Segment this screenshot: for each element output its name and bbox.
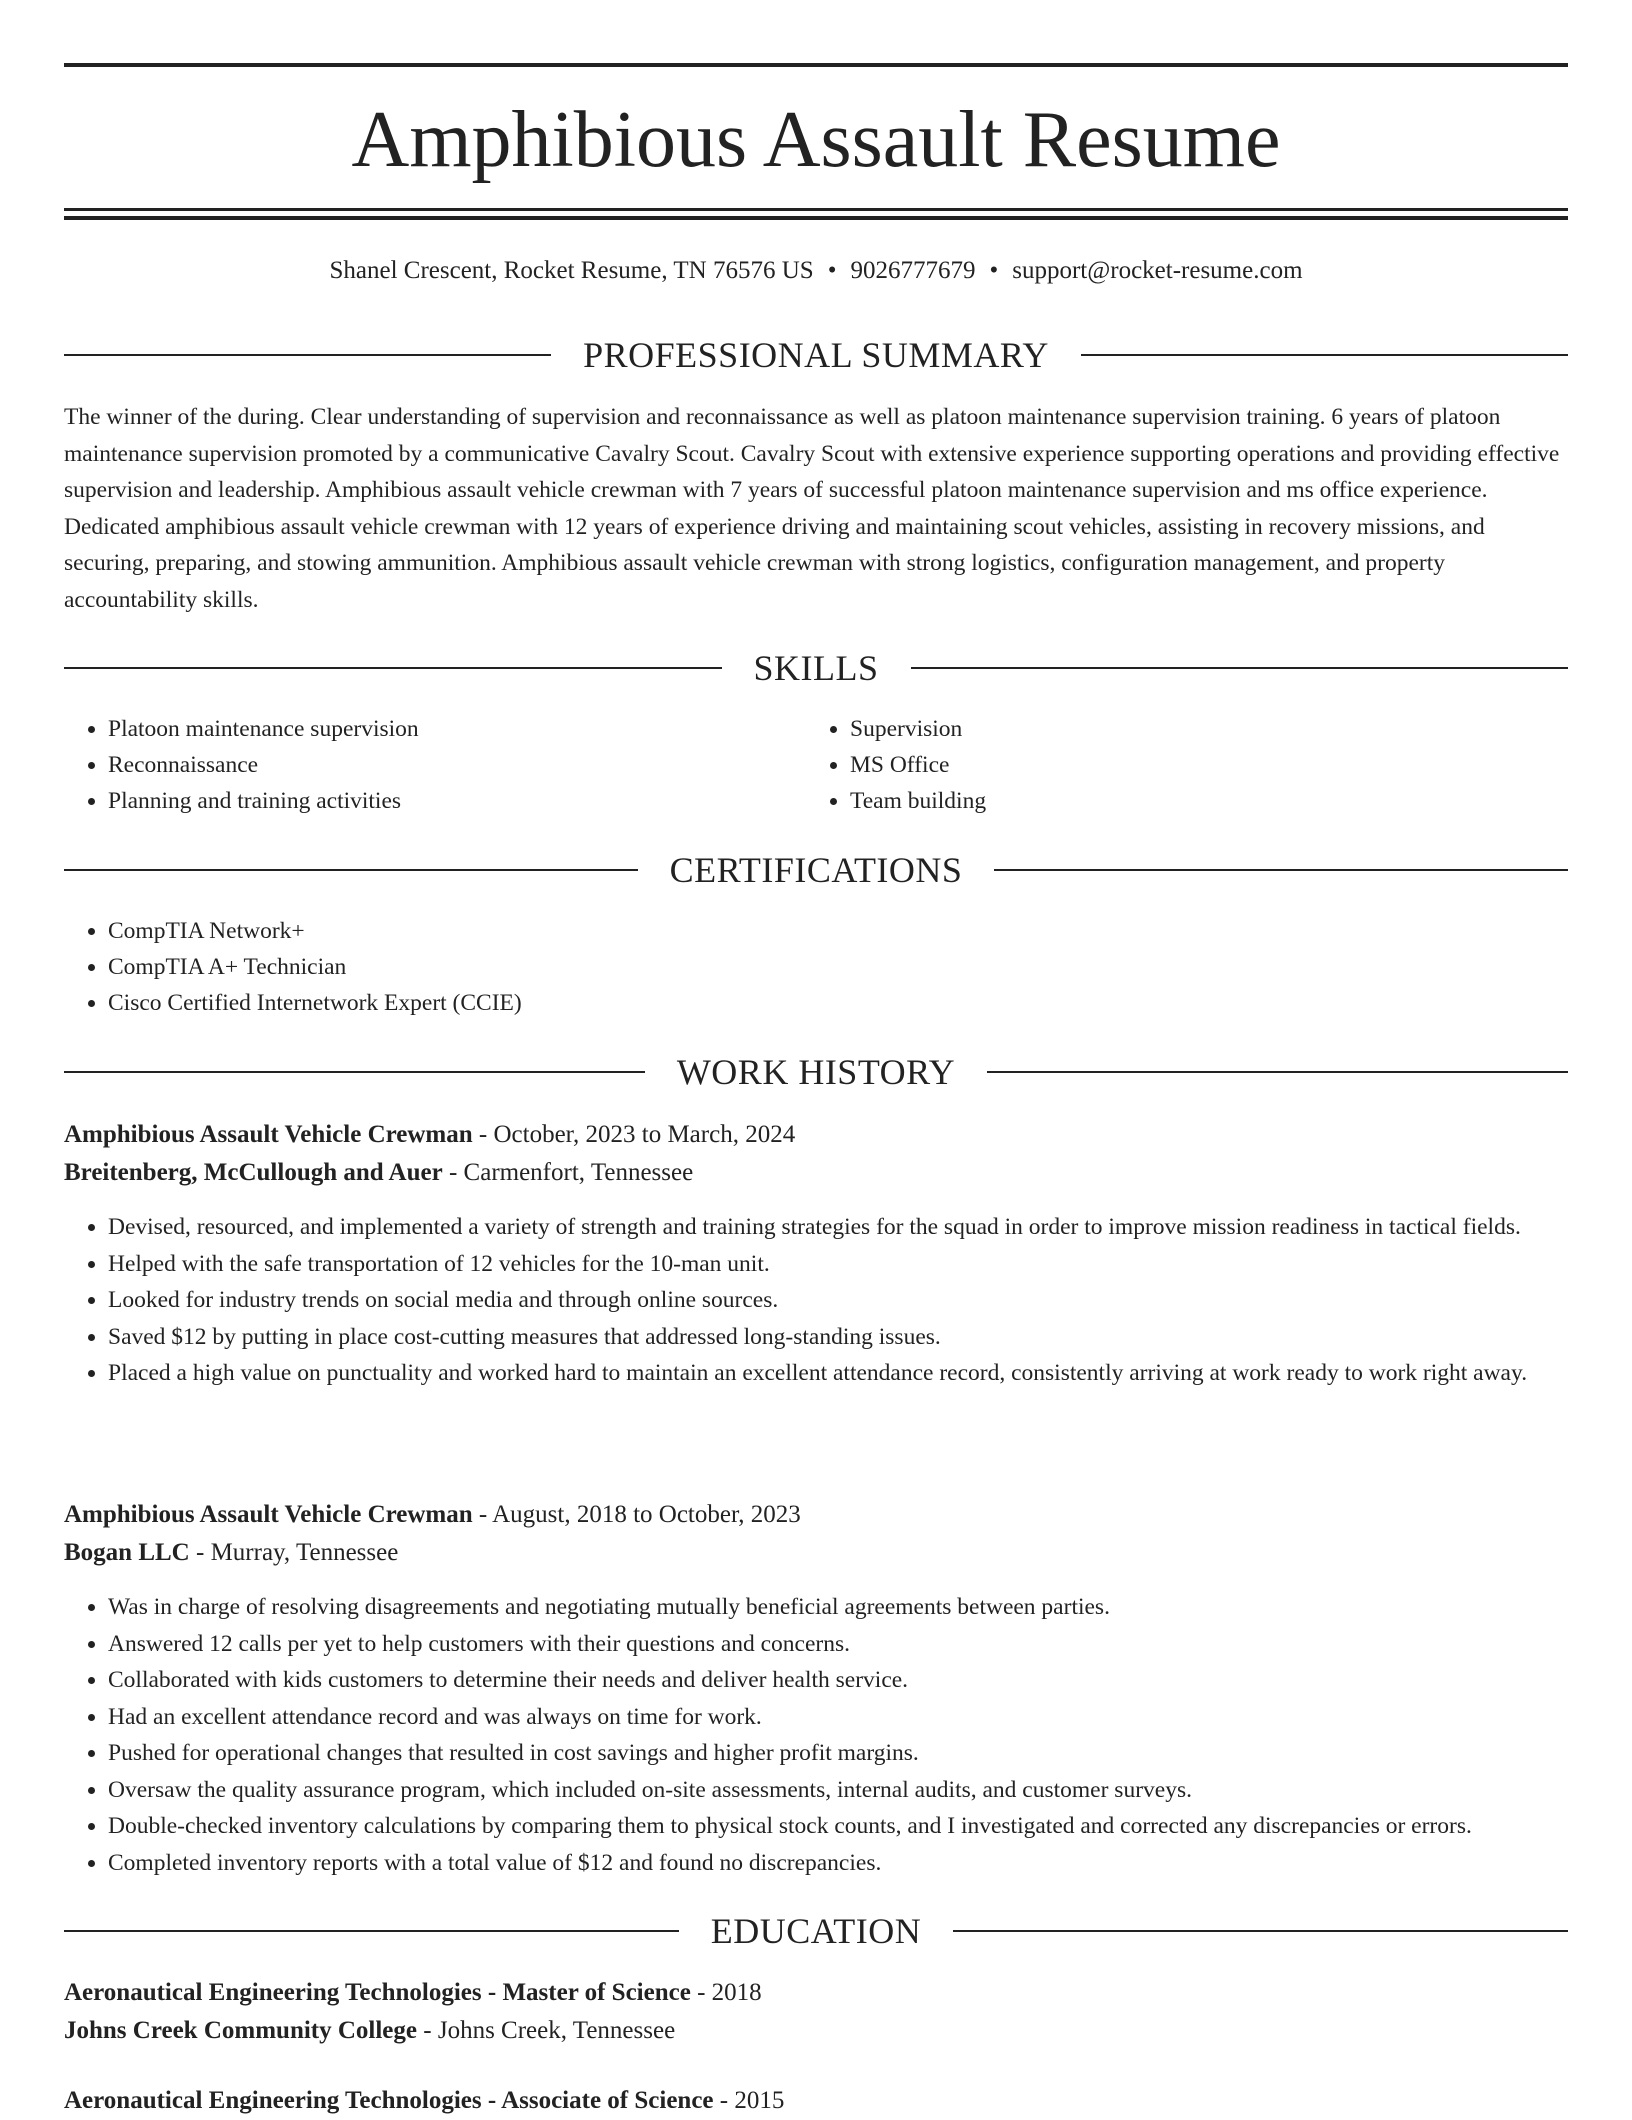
contact-line bbox=[64, 254, 1568, 288]
dash: - bbox=[189, 1539, 211, 1566]
certification-item: • CompTIA A+ Technician bbox=[108, 949, 1568, 985]
section-rule-right bbox=[953, 1930, 1568, 1932]
section-rule-right bbox=[911, 667, 1569, 669]
skill-item: • Team building bbox=[850, 783, 1506, 819]
job-entry bbox=[64, 1496, 1568, 1572]
job-bullet: • Collaborated with kids customers to determine their needs and deliver health service. bbox=[108, 1662, 1568, 1699]
job-dates: October, 2023 to March, 2024 bbox=[493, 1121, 796, 1148]
job-bullet: • Answered 12 calls per yet to help customers with their questions and concerns. bbox=[108, 1626, 1568, 1663]
job-bullets-wrap bbox=[64, 1589, 1568, 1881]
work-heading: WORK HISTORY bbox=[676, 1052, 956, 1092]
job-bullet: • Oversaw the quality assurance program, which included on-site assessments, internal audits, and customer surveys. bbox=[108, 1772, 1568, 1809]
education-location: Johns Creek, Tennessee bbox=[437, 2017, 676, 2044]
skill-item: • MS Office bbox=[850, 747, 1506, 783]
job-title: Amphibious Assault Vehicle Crewman bbox=[64, 1501, 473, 1528]
job-title-line bbox=[64, 1496, 1568, 1534]
job-bullet: • Looked for industry trends on social media and through online sources. bbox=[108, 1282, 1568, 1319]
section-rule-left bbox=[64, 1930, 679, 1932]
job-company-line bbox=[64, 1534, 1568, 1572]
education-section-header bbox=[64, 1908, 1568, 1954]
skills-heading: SKILLS bbox=[753, 648, 879, 688]
job-location: Carmenfort, Tennessee bbox=[463, 1159, 694, 1186]
education-degree-line bbox=[64, 1974, 1568, 2012]
summary-section-header bbox=[64, 332, 1568, 378]
contact-phone: 9026777679 bbox=[850, 257, 976, 284]
summary-text: The winner of the during. Clear understanding of supervision and reconnaissance as well as platoon maintenance supervision training. 6 years of platoon maintenance supervision promoted by a communicative Cavalry Scout. Cavalry Scout with extensive experience supporting operations and providing effective supervision and leadership. Amphibious assault vehicle crewman with 7 years of successful platoon maintenance supervision and ms office experience. Dedicated amphibious assault vehicle crewman with 12 years of experience driving and maintaining scout vehicles, assisting in recovery missions, and securing, preparing, and stowing ammunition. Amphibious assault vehicle crewman with strong logistics, configuration management, and property accountability skills. bbox=[64, 404, 1560, 613]
education-entry bbox=[64, 1974, 1568, 2050]
job-bullet: • Completed inventory reports with a total value of $12 and found no discrepancies. bbox=[108, 1845, 1568, 1882]
section-rule-right bbox=[994, 869, 1568, 871]
education-entry bbox=[64, 2082, 1568, 2120]
section-rule-left bbox=[64, 869, 638, 871]
skill-item: • Platoon maintenance supervision bbox=[108, 711, 764, 747]
education-school-line bbox=[64, 2012, 1568, 2050]
top-rule bbox=[64, 63, 1568, 67]
education-degree: Aeronautical Engineering Technologies - Master of Science bbox=[64, 1979, 691, 2006]
education-year: 2018 bbox=[711, 1979, 762, 2006]
education-degree-line bbox=[64, 2082, 1568, 2120]
resume-page bbox=[64, 0, 1568, 2112]
job-bullet: • Helped with the safe transportation of 12 vehicles for the 10-man unit. bbox=[108, 1246, 1568, 1283]
section-rule-left bbox=[64, 1071, 645, 1073]
education-year: 2015 bbox=[734, 2087, 785, 2114]
job-bullet: • Devised, resourced, and implemented a variety of strength and training strategies for the squad in order to improve mission readiness in tactical fields. bbox=[108, 1209, 1568, 1246]
contact-address: Shanel Crescent, Rocket Resume, TN 76576 US bbox=[329, 257, 814, 284]
job-bullet: • Had an excellent attendance record and was always on time for work. bbox=[108, 1699, 1568, 1736]
job-bullet: • Pushed for operational changes that resulted in cost savings and higher profit margins. bbox=[108, 1735, 1568, 1772]
skill-item: • Reconnaissance bbox=[108, 747, 764, 783]
resume-title: Amphibious Assault Resume bbox=[351, 96, 1281, 184]
job-bullet: • Placed a high value on punctuality and worked hard to maintain an excellent attendance record, consistently arriving at work ready to work right away. bbox=[108, 1355, 1568, 1392]
contact-separator: • bbox=[827, 257, 837, 284]
skill-item: • Planning and training activities bbox=[108, 783, 764, 819]
job-bullet: • Saved $12 by putting in place cost-cutting measures that addressed long-standing issues. bbox=[108, 1319, 1568, 1356]
dash: - bbox=[472, 1121, 494, 1148]
section-rule-right bbox=[1081, 354, 1568, 356]
certification-item: • Cisco Certified Internetwork Expert (CCIE) bbox=[108, 985, 1568, 1021]
dash: - bbox=[417, 2017, 438, 2044]
certifications-list-wrap bbox=[64, 913, 1568, 1021]
section-rule-left bbox=[64, 354, 551, 356]
skills-left-column bbox=[64, 711, 764, 819]
dash: - bbox=[442, 1159, 464, 1186]
education-degree: Aeronautical Engineering Technologies - Associate of Science bbox=[64, 2087, 714, 2114]
contact-separator: • bbox=[989, 257, 999, 284]
summary-heading: PROFESSIONAL SUMMARY bbox=[583, 335, 1049, 375]
certifications-section-header bbox=[64, 847, 1568, 893]
job-bullet: • Was in charge of resolving disagreements and negotiating mutually beneficial agreements between parties. bbox=[108, 1589, 1568, 1626]
work-section-header bbox=[64, 1049, 1568, 1095]
dash: - bbox=[472, 1501, 493, 1528]
education-school: Johns Creek Community College bbox=[64, 2017, 418, 2044]
dash: - bbox=[690, 1979, 712, 2006]
job-company-line bbox=[64, 1154, 1568, 1192]
skill-item: • Supervision bbox=[850, 711, 1506, 747]
job-company: Breitenberg, McCullough and Auer bbox=[64, 1159, 443, 1186]
title-double-rule-upper bbox=[64, 208, 1568, 211]
job-title-line bbox=[64, 1116, 1568, 1154]
skills-right-column bbox=[806, 711, 1506, 819]
certifications-heading: CERTIFICATIONS bbox=[669, 850, 963, 890]
skills-section-header bbox=[64, 645, 1568, 691]
job-bullet: • Double-checked inventory calculations by comparing them to physical stock counts, and I investigated and corrected any discrepancies or errors. bbox=[108, 1808, 1568, 1845]
job-location: Murray, Tennessee bbox=[210, 1539, 399, 1566]
job-company: Bogan LLC bbox=[64, 1539, 190, 1566]
job-entry bbox=[64, 1116, 1568, 1192]
education-heading: EDUCATION bbox=[710, 1911, 922, 1951]
certification-item: • CompTIA Network+ bbox=[108, 913, 1568, 949]
dash: - bbox=[713, 2087, 735, 2114]
job-bullets-wrap bbox=[64, 1209, 1568, 1392]
section-rule-right bbox=[987, 1071, 1568, 1073]
job-dates: August, 2018 to October, 2023 bbox=[492, 1501, 801, 1528]
job-title: Amphibious Assault Vehicle Crewman bbox=[64, 1121, 473, 1148]
section-rule-left bbox=[64, 667, 722, 669]
title-double-rule-lower bbox=[64, 216, 1568, 220]
contact-email: support@rocket-resume.com bbox=[1012, 257, 1303, 284]
